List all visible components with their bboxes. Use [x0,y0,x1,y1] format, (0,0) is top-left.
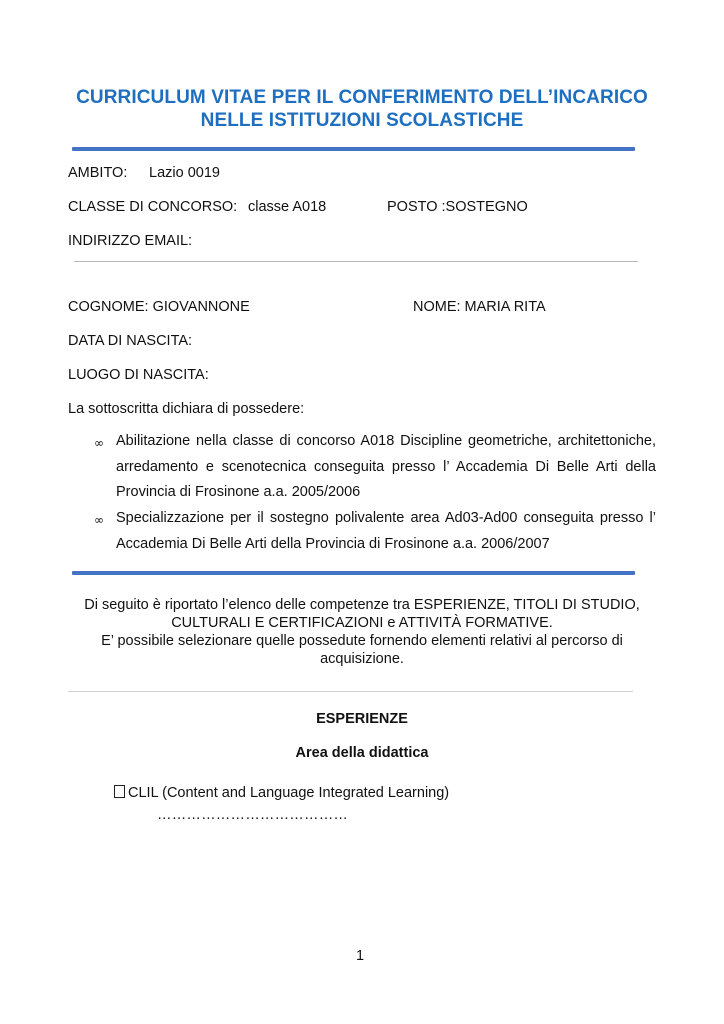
email-label: INDIRIZZO EMAIL: [68,233,193,249]
intro-line-2: CULTURALI E CERTIFICAZIONI e ATTIVITÀ FORMATIVE. [171,615,553,631]
qualifications-divider [72,571,635,575]
section-heading: ESPERIENZE [316,711,408,727]
nome: NOME: MARIA RITA [413,299,546,315]
intro-divider [68,691,633,692]
intro-text [60,596,664,668]
ambito-value: Lazio 0019 [149,165,220,181]
qualification-item: Abilitazione nella classe di concorso A018 Discipline geometriche, architettoniche, arredamento e scenotecnica conseguita presso l’ Accademia Di Belle Arti della Provincia di Frosinone a.a. 2005/2006 [116,433,656,500]
cognome: COGNOME: GIOVANNONE [68,299,250,315]
clil-label: CLIL (Content and Language Integrated Learning) [128,785,450,801]
infinity-bullet-icon: ∞ [94,436,104,450]
section-subheading: Area della didattica [295,745,429,761]
page-title-line-1: CURRICULUM VITAE PER IL CONFERIMENTO DELL’INCARICO [76,87,648,108]
dichiara-text: La sottoscritta dichiara di possedere: [68,401,305,417]
posto: POSTO :SOSTEGNO [387,199,528,215]
data-nascita-label: DATA DI NASCITA: [68,333,193,349]
classe-concorso-label: CLASSE DI CONCORSO: [68,199,238,215]
ambito-label: AMBITO: [68,165,128,181]
infinity-bullet-icon: ∞ [94,513,104,527]
page-title-line-2: NELLE ISTITUZIONI SCOLASTICHE [200,110,524,131]
clil-checkbox[interactable] [114,785,125,798]
header-divider [74,261,638,262]
page-title [40,86,684,132]
clil-detail-dots[interactable]: ………………………………… [157,807,349,823]
intro-line-4: acquisizione. [320,651,404,667]
qualification-item: Specializzazione per il sostegno polivalente area Ad03-Ad00 conseguita presso l’ Accademia Di Belle Arti della Provincia di Frosinone a.a. 2006/2007 [116,510,656,552]
luogo-nascita-label: LUOGO DI NASCITA: [68,367,209,383]
title-divider [72,147,635,151]
clil-item[interactable] [114,784,449,802]
page-number: 1 [356,948,365,964]
classe-concorso-value: classe A018 [248,199,327,215]
intro-line-1: Di seguito è riportato l’elenco delle competenze tra ESPERIENZE, TITOLI DI STUDIO, [84,597,640,613]
intro-line-3: E’ possibile selezionare quelle possedute fornendo elementi relativi al percorso di [101,633,623,649]
